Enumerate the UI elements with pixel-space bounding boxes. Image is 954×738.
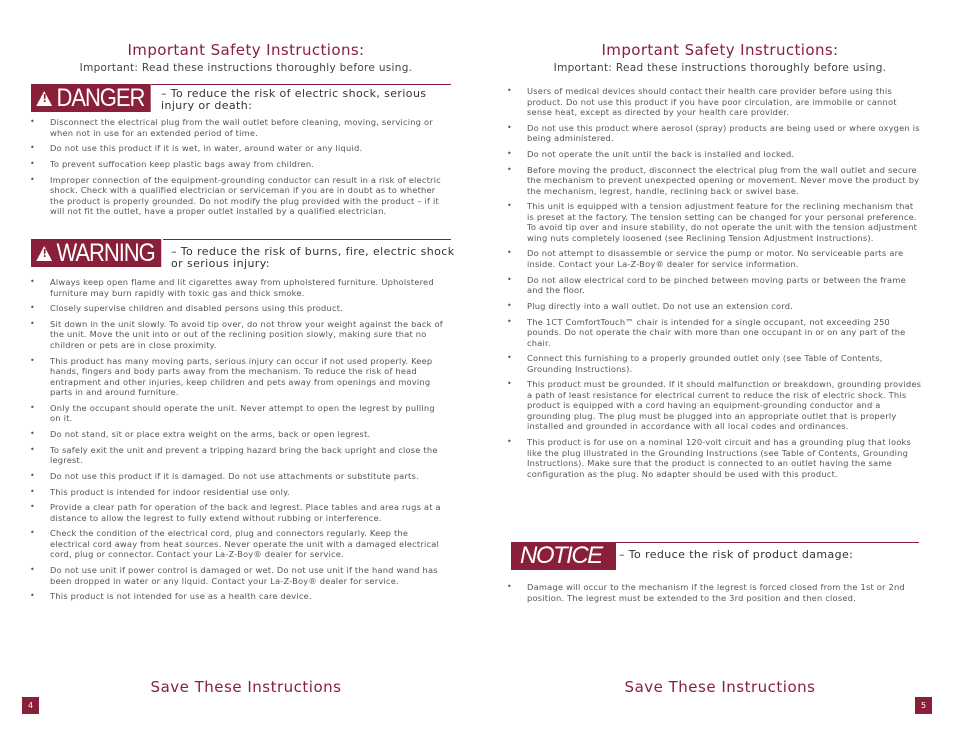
list-item: • Disconnect the electrical plug from the wall outlet before cleaning, moving, servicing or when not in use for an extended period of time.	[26, 117, 446, 138]
list-item: • Damage will occur to the mechanism if the legrest is forced closed from the 1st or 2nd position. The legrest must be extended to the 3rd position and then closed.	[503, 582, 923, 603]
list-item: • Do not allow electrical cord to be pinched between moving parts or between the frame and the floor.	[503, 275, 923, 296]
list-item: • Do not stand, sit or place extra weight on the arms, back or open legrest.	[26, 429, 446, 440]
list-item: • Only the occupant should operate the unit. Never attempt to open the legrest by pulling on it.	[26, 403, 446, 424]
warning-rule	[163, 239, 451, 240]
warning-triangle-icon	[36, 246, 52, 261]
list-item: • Connect this furnishing to a properly grounded outlet only (see Table of Contents, Grounding Instructions).	[503, 353, 923, 374]
list-item: • The 1CT ComfortTouch™ chair is intended for a single occupant, not exceeding 250 pounds. Do not operate the chair with more than one occupant in or on any part of the chair.	[503, 317, 923, 349]
list-item: • Plug directly into a wall outlet. Do not use an extension cord.	[503, 301, 923, 312]
right-page	[500, 0, 940, 738]
danger-text: – To reduce the risk of electric shock, serious injury or death:	[161, 87, 427, 112]
footer-text: Save These Instructions	[624, 678, 816, 696]
list-item: • This unit is equipped with a tension adjustment feature for the reclining mechanism that is preset at the factory. The tension setting can be changed for your personal preference. To avoid tip over and insure stability, do not operate the unit with the tension adjustment wing nuts completely loosened (see Reclining Tension Adjustment Instructions).	[503, 201, 923, 243]
list-item: • This product is intended for indoor residential use only.	[26, 487, 446, 498]
list-item: • This product is for use on a nominal 120-volt circuit and has a grounding plug that looks like the plug illustrated in the Grounding Instructions (see Table of Contents, Grounding Instructions). Make sure that the product is connected to an outlet having the same configuration as the plug. No adapter should be used with this product.	[503, 437, 923, 479]
list-item: • This product has many moving parts, serious injury can occur if not used properly. Keep hands, fingers and body parts away from the mechanism. To reduce the risk of head entrapment and other injuries, keep children and pets away from openings and moving parts in and around furniture.	[26, 356, 446, 398]
page-number: 4	[22, 697, 39, 714]
list-item: • Do not use this product if it is wet, in water, around water or any liquid.	[26, 143, 446, 154]
warning-triangle-icon	[36, 91, 52, 106]
list-item: • Sit down in the unit slowly. To avoid tip over, do not throw your weight against the back of the unit. Move the unit into or out of the reclining position slowly, making sure that no children or pets are in close proximity.	[26, 319, 446, 351]
danger-rule	[151, 84, 451, 85]
list-item: • To prevent suffocation keep plastic bags away from children.	[26, 159, 446, 170]
warning-list	[26, 277, 446, 607]
warning-text: – To reduce the risk of burns, fire, electric shock or serious injury:	[171, 245, 455, 270]
danger-list	[26, 117, 446, 222]
list-item: • Do not attempt to disassemble or service the pump or motor. No serviceable parts are inside. Contact your La-Z-Boy® dealer for service information.	[503, 248, 923, 269]
danger-badge	[31, 84, 150, 112]
list-item: • Do not operate the unit until the back is installed and locked.	[503, 149, 923, 160]
list-item: • Before moving the product, disconnect the electrical plug from the wall outlet and secure the mechanism to prevent unexpected opening or movement. Never move the product by the mechanism, legrest, handle, reclining back or swivel base.	[503, 165, 923, 197]
safety-list	[503, 86, 923, 484]
warning-banner	[31, 238, 455, 271]
list-item: • Do not use this product where aerosol (spray) products are being used or where oxygen is being administered.	[503, 123, 923, 144]
notice-badge: NOTICE	[511, 542, 616, 570]
page-number: 5	[915, 697, 932, 714]
notice-rule	[611, 542, 919, 543]
list-item: • Improper connection of the equipment-grounding conductor can result in a risk of electric shock. Check with a qualified electrician or serviceman if you are in doubt as to whether the product is properly grounded. Do not modify the plug provided with the product – if it will not fit the outlet, have a proper outlet installed by a qualified electrician.	[26, 175, 446, 217]
list-item: • Do not use this product if it is damaged. Do not use attachments or substitute parts.	[26, 471, 446, 482]
notice-text: – To reduce the risk of product damage:	[619, 548, 854, 561]
list-item: • Always keep open flame and lit cigarettes away from upholstered furniture. Upholstered furniture may burn rapidly with toxic gas and thick smoke.	[26, 277, 446, 298]
danger-banner	[31, 84, 446, 116]
list-item: • This product must be grounded. If it should malfunction or breakdown, grounding provides a path of least resistance for electrical current to reduce the risk of electric shock. This product is equipped with a cord having an equipment-grounding conductor and a grounding plug. The plug must be plugged into an appropriate outlet that is properly installed and grounded in accordance with all local codes and ordinances.	[503, 379, 923, 432]
notice-list	[503, 582, 923, 608]
list-item: • Users of medical devices should contact their health care provider before using this product. Do not use this product if you have poor circulation, are immobile or cannot sense heat, except as directed by your health care provider.	[503, 86, 923, 118]
list-item: • This product is not intended for use as a health care device.	[26, 591, 446, 602]
list-item: • Do not use unit if power control is damaged or wet. Do not use unit if the hand wand has been dropped in water or any liquid. Contact your La-Z-Boy® dealer for service.	[26, 565, 446, 586]
left-page	[26, 0, 466, 738]
notice-banner	[511, 542, 919, 574]
danger-badge-label: DANGER	[56, 83, 145, 112]
footer-text: Save These Instructions	[150, 678, 342, 696]
list-item: • Check the condition of the electrical cord, plug and connectors regularly. Keep the electrical cord away from heat sources. Never operate the unit with a damaged electrical cord, plug or connector. Contact your La-Z-Boy® dealer for service.	[26, 528, 446, 560]
page-subtitle: Important: Read these instructions thoroughly before using.	[553, 62, 887, 74]
page-title: Important Safety Instructions:	[601, 41, 839, 59]
warning-badge-label: WARNING	[56, 238, 155, 267]
page-subtitle: Important: Read these instructions thoroughly before using.	[79, 62, 413, 74]
list-item: • Closely supervise children and disabled persons using this product.	[26, 303, 446, 314]
warning-badge	[31, 239, 161, 267]
list-item: • To safely exit the unit and prevent a tripping hazard bring the back upright and close the legrest.	[26, 445, 446, 466]
list-item: • Provide a clear path for operation of the back and legrest. Place tables and area rugs at a distance to allow the legrest to fully extend without rubbing or interference.	[26, 502, 446, 523]
page-title: Important Safety Instructions:	[127, 41, 365, 59]
